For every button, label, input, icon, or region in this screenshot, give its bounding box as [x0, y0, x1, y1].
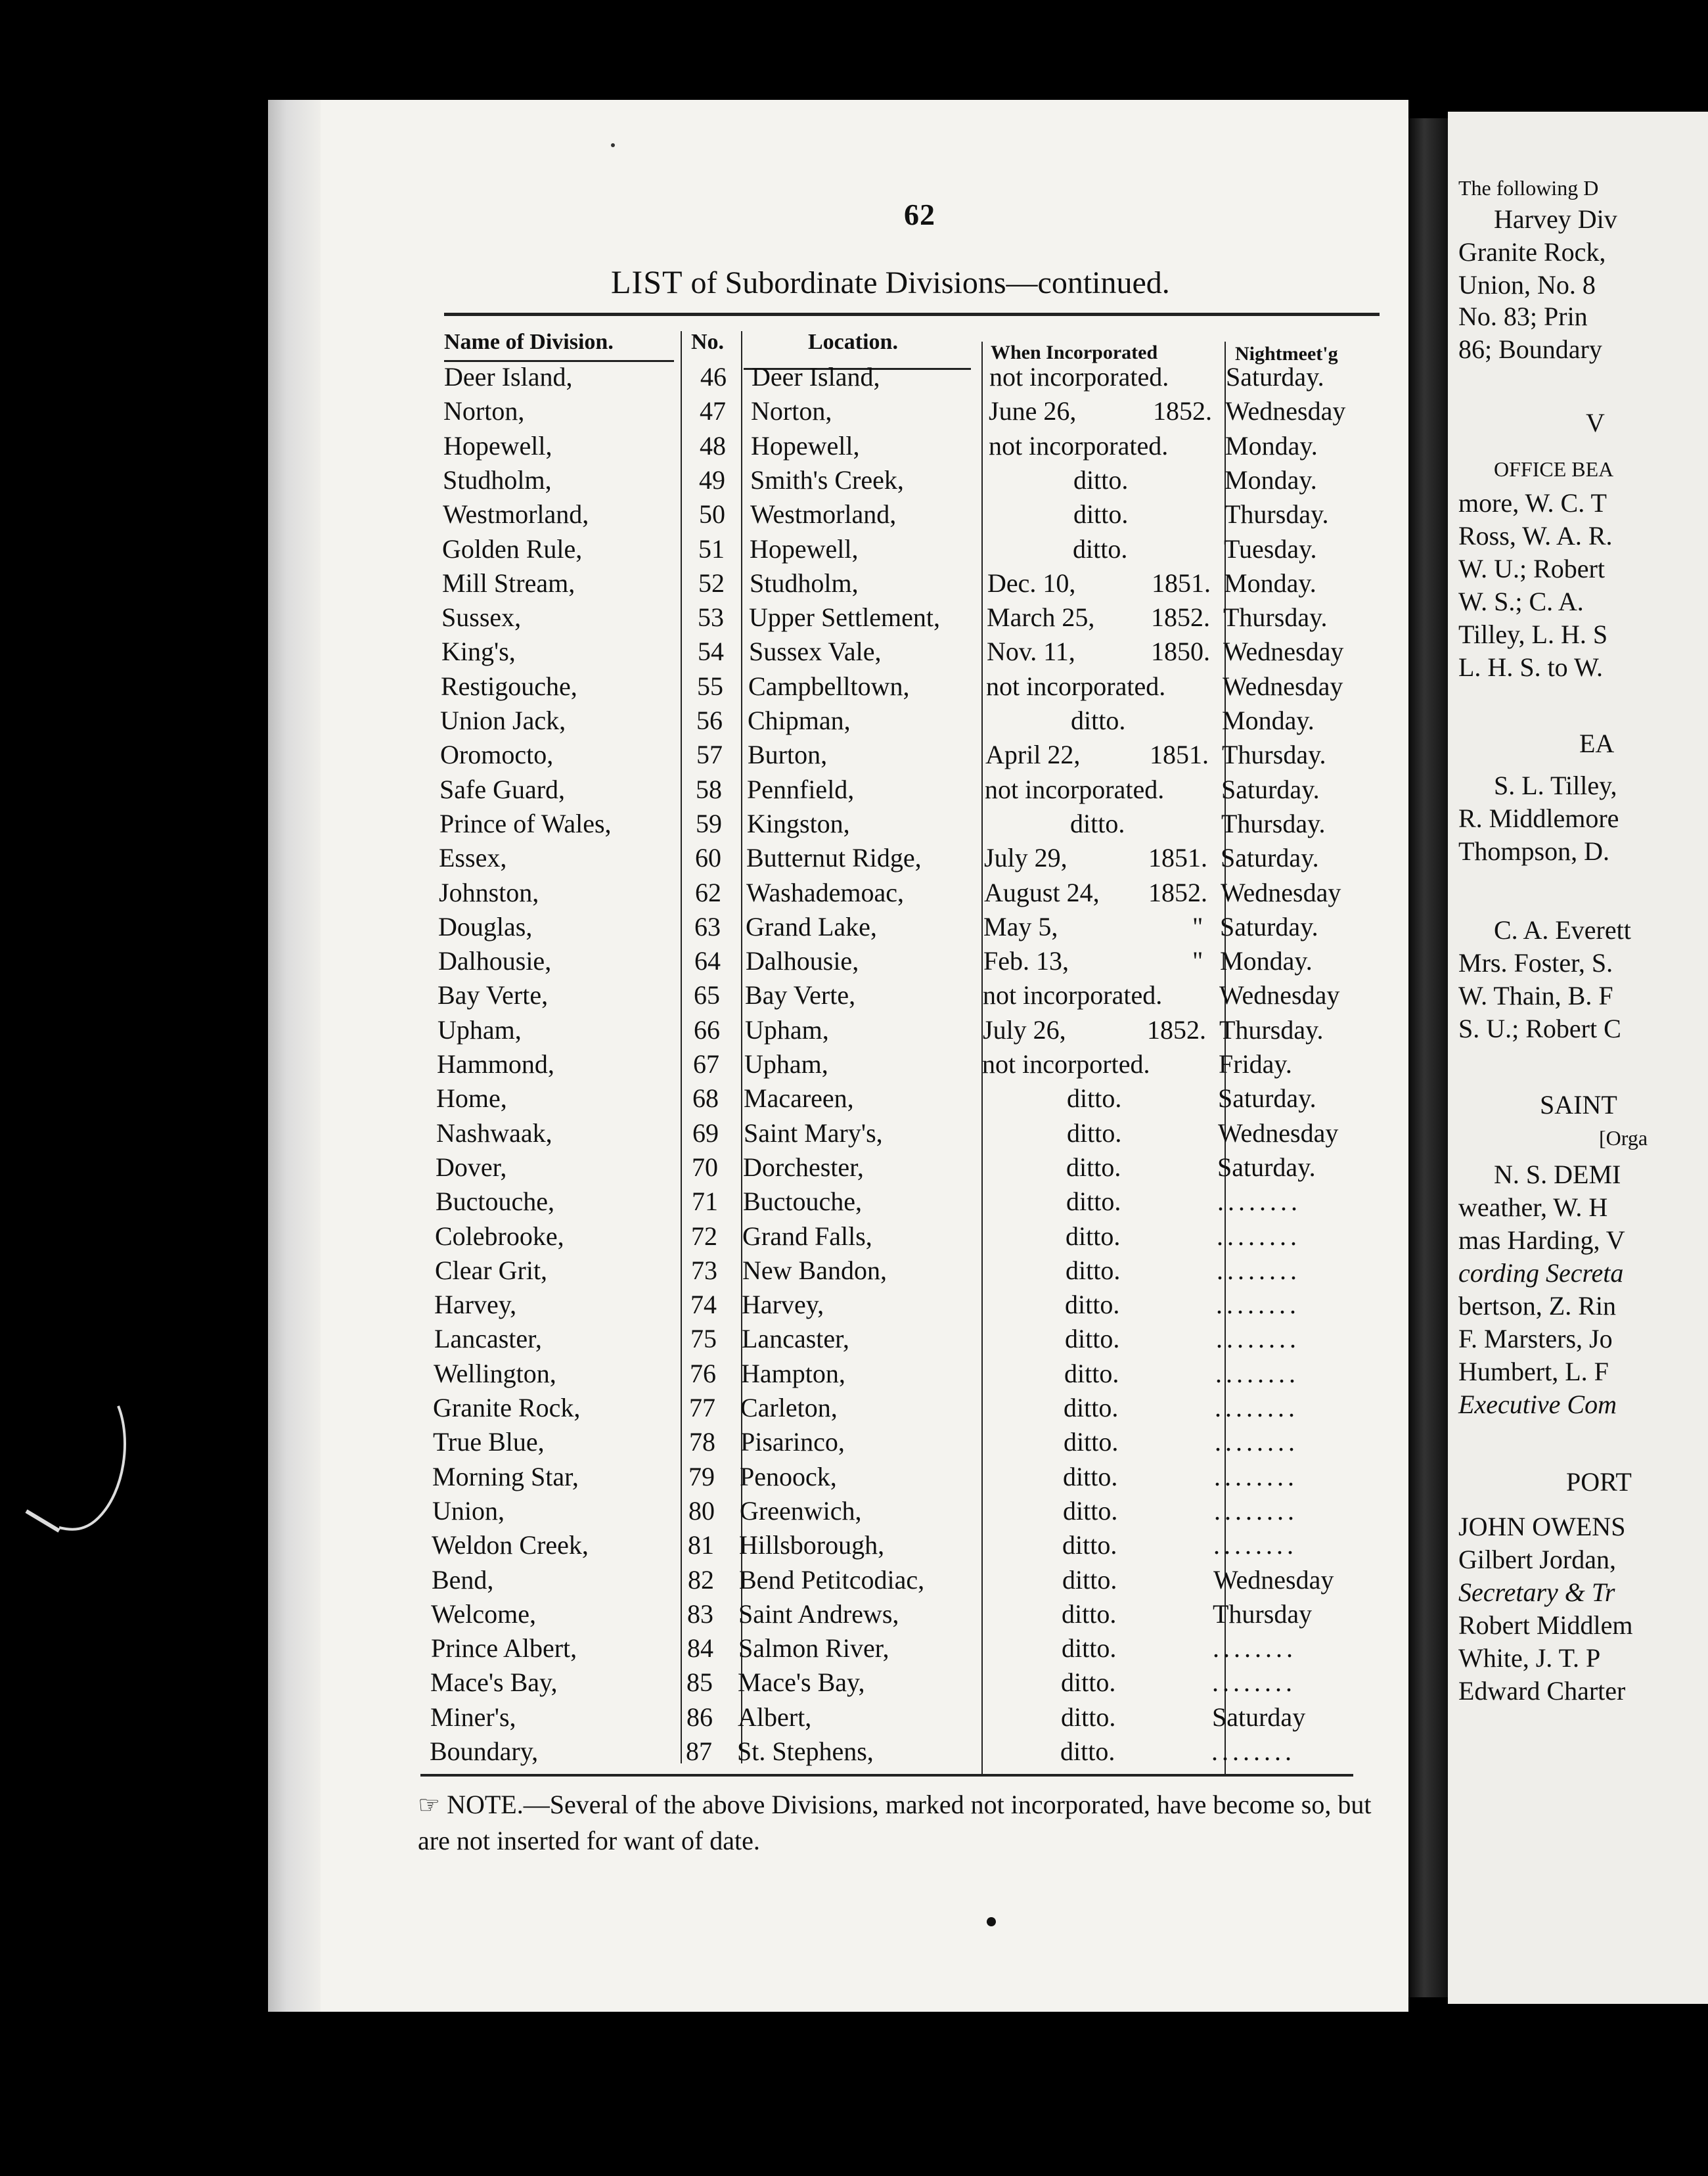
division-location: St. Stephens,	[737, 1736, 874, 1766]
right-page-line: White, J. T. P	[1458, 1643, 1601, 1673]
division-location: Buctouche,	[743, 1187, 863, 1217]
division-number: 48	[700, 430, 726, 461]
division-number: 47	[700, 396, 726, 426]
division-name: Union Jack,	[440, 706, 566, 735]
meeting-night: ........	[1215, 1358, 1299, 1388]
division-number: 46	[700, 362, 727, 392]
table-bottom-rule	[420, 1774, 1353, 1777]
right-page-line: Humbert, L. F	[1458, 1357, 1609, 1386]
division-location: Penoock,	[740, 1461, 837, 1491]
incorporation-date: ditto.	[1066, 1221, 1121, 1251]
right-page-line: Secretary & Tr	[1458, 1577, 1615, 1607]
meeting-night: Monday.	[1224, 568, 1316, 598]
right-page-line: Edward Charter	[1458, 1676, 1626, 1706]
incorporation-date: August 24,	[984, 877, 1100, 907]
division-name: True Blue,	[433, 1427, 545, 1457]
division-location: Macareen,	[744, 1083, 854, 1114]
incorporation-date: ditto.	[1061, 1702, 1116, 1732]
incorporation-date: ditto.	[1064, 1358, 1119, 1388]
incorporation-year: 1850.	[1151, 637, 1210, 667]
right-page-line: bertson, Z. Rin	[1458, 1291, 1616, 1321]
division-location: Greenwich,	[740, 1495, 862, 1526]
division-number: 87	[686, 1736, 712, 1766]
incorporation-date: ditto.	[1066, 1152, 1121, 1182]
division-number: 53	[698, 602, 724, 633]
division-name: Upham,	[438, 1014, 522, 1045]
incorporation-year: 1851.	[1150, 740, 1209, 770]
division-number: 63	[694, 911, 721, 941]
incorporation-year: 1852.	[1151, 602, 1210, 633]
division-location: Burton,	[748, 740, 828, 770]
column-divider-1	[681, 331, 682, 1763]
meeting-night: ........	[1214, 1495, 1298, 1526]
division-location: Smith's Creek,	[750, 465, 904, 495]
division-number: 73	[691, 1255, 717, 1285]
meeting-night: Saturday.	[1221, 843, 1319, 873]
division-number: 86	[686, 1702, 713, 1732]
division-name: Essex,	[439, 843, 507, 873]
division-location: Saint Andrews,	[738, 1598, 899, 1629]
division-number: 60	[695, 843, 721, 873]
division-number: 65	[694, 980, 720, 1010]
division-name: Deer Island,	[444, 362, 573, 392]
division-location: Campbelltown,	[748, 671, 910, 701]
incorporation-date: ditto.	[1065, 1290, 1120, 1320]
division-number: 52	[698, 568, 725, 598]
division-number: 82	[688, 1564, 714, 1595]
stray-fibre-mark	[20, 1399, 138, 1557]
division-location: Saint Mary's,	[744, 1118, 883, 1148]
division-name: Nashwaak,	[436, 1118, 552, 1148]
incorporation-date: ditto.	[1064, 1427, 1119, 1457]
incorporation-date: June 26,	[989, 396, 1077, 426]
division-name: Morning Star,	[432, 1461, 579, 1491]
division-number: 79	[688, 1461, 715, 1491]
book-gutter	[1408, 118, 1448, 1997]
right-page-line: weather, W. H	[1458, 1192, 1608, 1222]
division-name: Granite Rock,	[433, 1393, 581, 1422]
division-location: Grand Lake,	[746, 911, 877, 941]
meeting-night: Wednesday	[1218, 1118, 1339, 1148]
division-number: 50	[699, 499, 725, 530]
division-name: Colebrooke,	[435, 1221, 564, 1251]
column-header-night: Nightmeet'g	[1235, 343, 1338, 365]
right-page-line: N. S. DEMI	[1494, 1160, 1621, 1189]
division-location: Dorchester,	[743, 1152, 864, 1182]
division-location: Bay Verte,	[745, 980, 856, 1010]
pointing-hand-icon: ☞	[418, 1792, 441, 1819]
right-page-line: 86; Boundary	[1458, 334, 1602, 364]
heading-prefix: LIST	[611, 263, 683, 300]
incorporation-date: ditto.	[1062, 1633, 1117, 1664]
division-location: Upham,	[744, 1049, 828, 1079]
right-page-line: [Orga	[1599, 1126, 1648, 1150]
division-location: Albert,	[738, 1702, 812, 1732]
incorporation-date: ditto.	[1062, 1598, 1117, 1629]
division-location: Studholm,	[750, 568, 859, 598]
division-name: Dalhousie,	[438, 946, 552, 976]
meeting-night: Saturday	[1212, 1702, 1306, 1732]
meeting-night: Saturday.	[1217, 1152, 1316, 1182]
right-page-line: PORT	[1566, 1467, 1632, 1497]
division-location: Deer Island,	[752, 362, 880, 392]
incorporation-year: "	[1192, 946, 1203, 976]
meeting-night: ........	[1215, 1393, 1299, 1422]
incorporation-date: ditto.	[1070, 808, 1125, 838]
incorporation-date: ditto.	[1062, 1530, 1117, 1560]
division-number: 77	[689, 1393, 715, 1422]
incorporation-date: Feb. 13,	[983, 946, 1069, 976]
division-location: Hillsborough,	[739, 1530, 885, 1560]
incorporation-date: ditto.	[1067, 1083, 1122, 1114]
division-name: Weldon Creek,	[432, 1530, 589, 1560]
right-page-line: OFFICE BEA	[1494, 457, 1614, 481]
right-page-line: SAINT	[1540, 1090, 1617, 1120]
division-number: 66	[694, 1014, 720, 1045]
right-page-line: Mrs. Foster, S.	[1458, 948, 1613, 978]
meeting-night: Wednesday	[1221, 877, 1341, 907]
division-number: 69	[692, 1118, 719, 1148]
division-number: 62	[695, 877, 721, 907]
division-number: 55	[697, 671, 723, 701]
division-location: Grand Falls,	[742, 1221, 872, 1251]
division-name: Mace's Bay,	[430, 1667, 558, 1698]
meeting-night: ........	[1213, 1633, 1297, 1664]
meeting-night: Thursday.	[1222, 740, 1326, 770]
right-page-line: L. H. S. to W.	[1458, 652, 1604, 682]
column-header-incorporated: When Incorporated	[991, 342, 1158, 363]
division-number: 83	[687, 1598, 713, 1629]
right-page-line: Gilbert Jordan,	[1458, 1545, 1616, 1574]
incorporation-year: 1852.	[1147, 1014, 1206, 1045]
division-name: Westmorland,	[443, 499, 589, 530]
division-number: 59	[696, 808, 722, 838]
right-page-line: Union, No. 8	[1458, 270, 1596, 300]
division-location: Norton,	[751, 396, 832, 426]
incorporation-date: Dec. 10,	[987, 568, 1076, 598]
division-name: Harvey,	[434, 1290, 517, 1320]
incorporation-date: ditto.	[1062, 1564, 1117, 1595]
incorporation-date: ditto.	[1061, 1667, 1116, 1698]
division-name: Lancaster,	[434, 1324, 542, 1354]
right-page-line: Ross, W. A. R.	[1458, 521, 1613, 551]
division-location: Salmon River,	[738, 1633, 889, 1664]
division-name: Prince Albert,	[431, 1633, 577, 1664]
meeting-night: ........	[1215, 1427, 1299, 1457]
division-number: 81	[688, 1530, 714, 1560]
right-page	[1448, 112, 1708, 2004]
division-location: Carleton,	[740, 1393, 838, 1422]
division-location: Mace's Bay,	[738, 1667, 865, 1698]
division-number: 71	[692, 1187, 718, 1217]
incorporation-date: ditto.	[1073, 499, 1129, 530]
division-name: Wellington,	[434, 1358, 556, 1388]
meeting-night: ........	[1217, 1255, 1301, 1285]
meeting-night: Monday.	[1222, 706, 1315, 735]
division-number: 57	[696, 740, 723, 770]
meeting-night: ........	[1213, 1530, 1297, 1560]
division-location: Pennfield,	[747, 774, 855, 804]
right-page-line: S. U.; Robert C	[1458, 1014, 1621, 1043]
meeting-night: Thursday.	[1221, 808, 1326, 838]
division-name: Douglas,	[438, 911, 533, 941]
division-location: Washademoac,	[746, 877, 904, 907]
incorporation-date: ditto.	[1073, 533, 1128, 564]
meeting-night: Saturday.	[1220, 911, 1318, 941]
right-page-line: R. Middlemore	[1458, 804, 1619, 833]
incorporation-date: ditto.	[1065, 1324, 1120, 1354]
division-number: 76	[690, 1358, 716, 1388]
right-page-line: S. L. Tilley,	[1494, 771, 1617, 800]
page-heading	[611, 263, 1242, 301]
column-header-location: Location.	[808, 330, 898, 354]
division-name: Restigouche,	[441, 671, 577, 701]
column-header-no: No.	[691, 330, 725, 354]
incorporation-year: 1851.	[1148, 843, 1207, 873]
division-location: Pisarinco,	[740, 1427, 845, 1457]
right-page-line: Robert Middlem	[1458, 1610, 1633, 1640]
division-number: 74	[690, 1290, 717, 1320]
incorporation-date: not incorported.	[982, 1049, 1150, 1079]
division-name: Clear Grit,	[435, 1255, 548, 1285]
note-label: NOTE.	[447, 1790, 524, 1819]
incorporation-date: ditto.	[1067, 1118, 1122, 1148]
footnote	[418, 1787, 1377, 1859]
division-number: 80	[688, 1495, 715, 1526]
meeting-night: Friday.	[1219, 1049, 1292, 1079]
incorporation-date: not incorporated.	[989, 362, 1169, 392]
incorporation-date: not incorporated.	[989, 430, 1169, 461]
division-name: Hammond,	[437, 1049, 554, 1079]
incorporation-date: Nov. 11,	[987, 637, 1075, 667]
division-name: Golden Rule,	[442, 533, 583, 564]
division-location: Lancaster,	[742, 1324, 849, 1354]
division-number: 49	[699, 465, 725, 495]
division-number: 67	[693, 1049, 719, 1079]
meeting-night: Thursday.	[1223, 602, 1328, 633]
division-name: Prince of Wales,	[439, 808, 612, 838]
incorporation-date: ditto.	[1073, 465, 1129, 495]
division-name: Johnston,	[439, 877, 539, 907]
meeting-night: Wednesday	[1223, 637, 1344, 667]
division-name: Bend,	[432, 1564, 494, 1595]
division-number: 51	[698, 533, 725, 564]
meeting-night: Monday.	[1220, 946, 1313, 976]
meeting-night: ........	[1214, 1461, 1298, 1491]
incorporation-date: May 5,	[983, 911, 1058, 941]
meeting-night: Tuesday.	[1224, 533, 1317, 564]
right-page-line: W. U.; Robert	[1458, 554, 1605, 583]
heading-rest: of Subordinate Divisions—continued.	[683, 265, 1170, 300]
division-name: Oromocto,	[440, 740, 554, 770]
incorporation-date: ditto.	[1060, 1736, 1115, 1766]
right-page-line: Executive Com	[1458, 1390, 1617, 1419]
note-text: —Several of the above Divisions, marked not incorporated, have become so, but are not inserted for want of date.	[418, 1790, 1372, 1855]
right-page-line: F. Marsters, Jo	[1458, 1324, 1613, 1353]
meeting-night: ........	[1212, 1667, 1296, 1698]
division-number: 56	[696, 706, 723, 735]
meeting-night: ........	[1217, 1221, 1301, 1251]
meeting-night: Wednesday	[1219, 980, 1340, 1010]
meeting-night: Saturday.	[1221, 774, 1320, 804]
speck-mark	[611, 143, 615, 147]
meeting-night: ........	[1216, 1324, 1300, 1354]
division-name: Dover,	[436, 1152, 507, 1182]
meeting-night: Thursday.	[1219, 1014, 1324, 1045]
division-number: 70	[692, 1152, 718, 1182]
right-page-line: cording Secreta	[1458, 1258, 1624, 1288]
incorporation-date: ditto.	[1063, 1495, 1118, 1526]
division-location: Dalhousie,	[746, 946, 859, 976]
table-top-rule	[444, 313, 1380, 316]
division-name: Norton,	[443, 396, 525, 426]
incorporation-date: ditto.	[1066, 1255, 1121, 1285]
right-page-line: W. S.; C. A.	[1458, 587, 1584, 616]
incorporation-date: not incorporated.	[986, 671, 1166, 701]
division-location: Bend Petitcodiac,	[739, 1564, 925, 1595]
division-name: Sussex,	[441, 602, 522, 633]
incorporation-date: not incorporated.	[985, 774, 1165, 804]
incorporation-date: July 29,	[984, 843, 1068, 873]
incorporation-date: July 26,	[983, 1014, 1066, 1045]
division-number: 64	[694, 946, 721, 976]
division-number: 85	[686, 1667, 713, 1698]
division-name: Hopewell,	[443, 430, 552, 461]
right-page-line: Harvey Div	[1494, 204, 1617, 234]
division-name: Boundary,	[430, 1736, 539, 1766]
right-page-line: Tilley, L. H. S	[1458, 620, 1608, 649]
incorporation-year: 1852.	[1148, 877, 1207, 907]
division-name: Studholm,	[443, 465, 552, 495]
meeting-night: Thursday.	[1225, 499, 1329, 530]
division-location: New Bandon,	[742, 1255, 887, 1285]
right-page-line: mas Harding, V	[1458, 1225, 1625, 1255]
meeting-night: Saturday.	[1218, 1083, 1316, 1114]
division-number: 72	[691, 1221, 717, 1251]
meeting-night: Wednesday	[1213, 1564, 1334, 1595]
incorporation-date: ditto.	[1064, 1393, 1119, 1422]
meeting-night: Thursday	[1213, 1598, 1313, 1629]
division-number: 75	[690, 1324, 717, 1354]
incorporation-date: April 22,	[985, 740, 1081, 770]
division-location: Hampton,	[741, 1358, 845, 1388]
division-location: Butternut Ridge,	[746, 843, 922, 873]
right-page-line: JOHN OWENS	[1458, 1512, 1626, 1541]
right-page-line: Granite Rock,	[1458, 237, 1606, 267]
incorporation-date: ditto.	[1071, 706, 1126, 735]
meeting-night: Monday.	[1225, 430, 1318, 461]
division-number: 84	[687, 1633, 713, 1664]
incorporation-date: ditto.	[1063, 1461, 1118, 1491]
division-location: Upper Settlement,	[749, 602, 941, 633]
division-number: 54	[698, 637, 724, 667]
right-page-line: C. A. Everett	[1494, 915, 1631, 945]
right-page-line: EA	[1579, 729, 1615, 758]
division-name: Home,	[436, 1083, 507, 1114]
division-name: Union,	[432, 1495, 505, 1526]
right-page-line: No. 83; Prin	[1458, 302, 1588, 331]
page-number: 62	[904, 198, 935, 231]
division-name: Mill Stream,	[442, 568, 575, 598]
incorporation-year: 1851.	[1152, 568, 1211, 598]
meeting-night: Monday.	[1225, 465, 1317, 495]
division-name: Buctouche,	[436, 1187, 555, 1217]
division-location: Chipman,	[748, 706, 851, 735]
right-page-line: more, W. C. T	[1458, 488, 1607, 518]
division-name: Welcome,	[431, 1598, 537, 1629]
meeting-night: Wednesday	[1223, 671, 1343, 701]
division-location: Hopewell,	[750, 533, 859, 564]
meeting-night: Saturday.	[1226, 362, 1324, 392]
meeting-night: ........	[1211, 1736, 1295, 1766]
division-name: Safe Guard,	[439, 774, 566, 804]
division-name: Bay Verte,	[438, 980, 549, 1010]
division-location: Upham,	[745, 1014, 829, 1045]
division-location: Westmorland,	[750, 499, 897, 530]
division-name: King's,	[441, 637, 516, 667]
division-number: 68	[692, 1083, 719, 1114]
right-page-line: V	[1586, 408, 1605, 438]
right-page-line: Thompson, D.	[1458, 836, 1609, 866]
incorporation-year: 1852.	[1153, 396, 1212, 426]
column-header-name: Name of Division.	[444, 330, 614, 354]
page-edge-shadow	[268, 100, 321, 2012]
incorporation-date: ditto.	[1066, 1187, 1121, 1217]
incorporation-date: March 25,	[987, 602, 1095, 633]
division-location: Hopewell,	[751, 430, 860, 461]
right-page-line: W. Thain, B. F	[1458, 981, 1613, 1010]
division-location: Harvey,	[742, 1290, 824, 1320]
meeting-night: Wednesday	[1225, 396, 1346, 426]
division-location: Kingston,	[747, 808, 850, 838]
division-number: 78	[689, 1427, 715, 1457]
division-name: Miner's,	[430, 1702, 516, 1732]
division-location: Sussex Vale,	[749, 637, 882, 667]
division-number: 58	[696, 774, 722, 804]
ink-dot-mark	[987, 1917, 996, 1926]
incorporation-date: not incorporated.	[983, 980, 1163, 1010]
incorporation-year: "	[1192, 911, 1203, 941]
right-page-line: The following D	[1458, 176, 1599, 200]
meeting-night: ........	[1216, 1290, 1300, 1320]
meeting-night: ........	[1217, 1187, 1301, 1217]
